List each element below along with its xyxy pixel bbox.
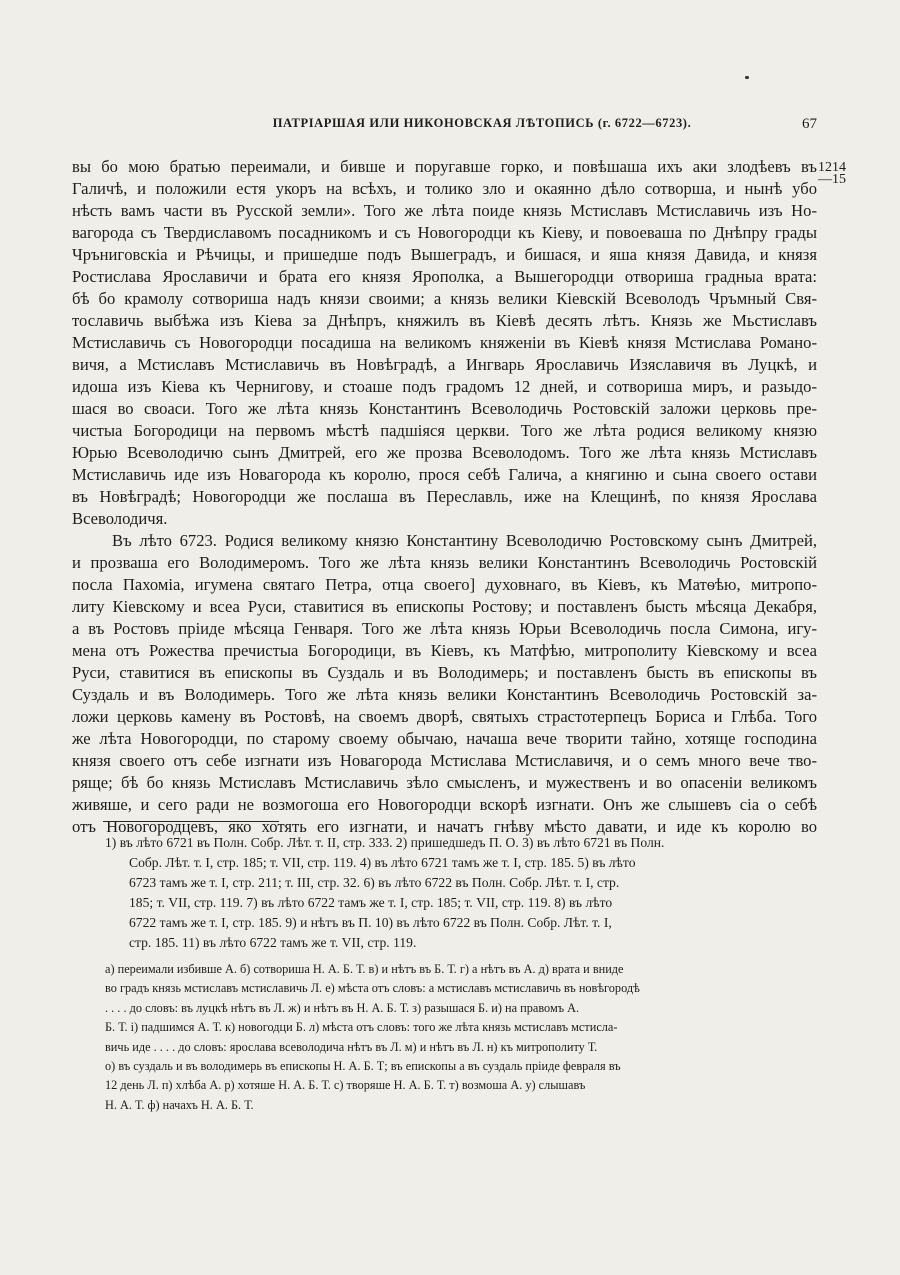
text-line: литу Кіевскому и всеа Руси, ставитися въ епископы Ростову; и поставленъ бысть мѣсяца Декабря, xyxy=(72,597,817,616)
footnote-line: Собр. Лѣт. т. I, стр. 185; т. VII, стр. 119. 4) въ лѣто 6721 тамъ же т. I, стр. 185. 5) въ лѣто xyxy=(129,855,636,870)
margin-year-1214: 1214 xyxy=(818,160,846,175)
text-line: Мстиславичь иде изъ Новагорода къ королю, прося себѣ Галича, а княгиню и сына своего остави xyxy=(72,465,817,484)
running-title: ПАТРІАРШАЯ ИЛИ НИКОНОВСКАЯ ЛѢТОПИСЬ (г. 6722—6723). xyxy=(272,116,692,130)
variant-line: во градъ князь мстиславъ мстиславичь Л. е) мѣста отъ словъ: а мстиславъ мстиславичь въ новѣгородѣ xyxy=(105,981,640,996)
footnote-line: 185; т. VII, стр. 119. 7) въ лѣто 6722 тамъ же т. I, стр. 185; т. VII, стр. 119. 8) въ лѣто xyxy=(129,895,613,910)
main-text xyxy=(72,156,817,838)
text-line: князя своего отъ себе изгнати изъ Новагорода Мстислава Мстиславичя, и о семъ много вече тво- xyxy=(72,751,817,770)
text-line: Ростислава Ярославичи и брата его князя Ярополка, а Вышегородци отвориша градныа врата: xyxy=(72,267,817,286)
text-line: Руси, ставитися въ епископы въ Суздаль и въ Володимерь; и поставленъ бысть въ епископы въ xyxy=(72,663,817,682)
text-line: идоша изъ Кіева къ Черниговy, и стоаше подъ градомъ 12 дней, и сотвориша миръ, и разыдо- xyxy=(72,377,817,396)
text-line: тославичь выбѣжа изъ Кіева за Днѣпръ, княжилъ въ Кіевѣ десять лѣтъ. Князь же Мьстиславъ xyxy=(72,311,817,330)
text-line: же лѣта Новогородци, по старому своему обычаю, начаша вече творити тайно, хотяще господина xyxy=(72,729,817,748)
text-line: мена отъ Рожества пречистыа Богородици, въ Кіевъ, къ Матфѣю, митрополиту Кіевскому и всеа xyxy=(72,641,817,660)
page-number: 67 xyxy=(802,116,817,132)
variant-line: вичь иде . . . . до словъ: ярослава всеволодича нѣтъ въ Л. м) и нѣтъ въ Л. н) къ митрополиту Т. xyxy=(105,1039,598,1054)
text-line: вы бо мою братью переимали, и бивше и поругавше горко, и повѣшаша ихъ аки злодѣевъ въ xyxy=(72,157,817,176)
text-line: Мстиславичь съ Новогородци посадиша на великомъ княженіи въ Кіевѣ князя Мстислава Романо- xyxy=(72,333,817,352)
footnote-line: стр. 185. 11) въ лѣто 6722 тамъ же т. VII, стр. 119. xyxy=(129,935,417,950)
variant-line: . . . . до словъ: въ луцкѣ нѣтъ въ Л. ж) и нѣтъ въ Н. А. Б. Т. з) разышася Б. и) на правомъ А. xyxy=(105,1000,580,1015)
text-line: вагорода съ Твердиславомъ посадникомъ и съ Новогородци къ Кіеву, и повоеваша по Днѣпру грады xyxy=(72,223,817,242)
variant-readings xyxy=(105,960,811,1115)
text-line: ложи церковь камену въ Ростовѣ, на своемъ дворѣ, святыхъ страстотерпецъ Бориса и Глѣба. Того xyxy=(72,707,817,726)
text-line: чистыа Богородици на первомъ мѣстѣ падшіяся церкви. Того же лѣта родися великому князю xyxy=(72,421,817,440)
text-line: Всеволодичя. xyxy=(72,509,168,528)
variant-line: 12 день Л. п) хлѣба А. р) хотяше Н. А. Б. Т. с) творяше Н. А. Б. Т. т) возмоша А. у) слышавъ xyxy=(105,1078,586,1093)
text-line: Суздаль и въ Володимерь. Того же лѣта князь велики Константинъ Всеволодичь Ростовскій за- xyxy=(72,685,817,704)
text-line: отъ Новогородцевъ, яко хотять его изгнати, и начатъ гнѣву мѣсто давати, и иде къ королю во xyxy=(72,817,817,836)
footnote-divider xyxy=(103,821,279,822)
footnotes xyxy=(105,833,811,953)
variant-line: а) переимали избивше А. б) сотвориша Н. А. Б. Т. в) и нѣтъ въ Б. Т. г) а нѣтъ въ А. д) врата и вниде xyxy=(105,962,624,976)
text-line: и прозваша его Володимеромъ. Того же лѣта князь велики Константинъ Всеволодичь Ростовскій xyxy=(72,553,817,572)
paragraph-start-line: Въ лѣто 6723. Родися великому князю Константину Всеволодичю Ростовскому сынъ Дмитрей, xyxy=(112,531,817,550)
text-line: живяше, и сего ради не возмогоша его Новогородци вскорѣ изгнати. Онъ же слышевъ сіа о себѣ xyxy=(72,795,817,814)
variant-line: Н. А. Т. ф) начахъ Н. А. Б. Т. xyxy=(105,1097,254,1112)
variant-line: о) въ суздаль и въ володимерь въ епископы Н. А. Б. Т; въ епископы а въ суздаль пріиде февраля въ xyxy=(105,1058,621,1073)
footnote-line: 1) въ лѣто 6721 въ Полн. Собр. Лѣт. т. II, стр. 333. 2) пришедшедъ П. О. 3) въ лѣто 6721 въ Полн. xyxy=(105,835,665,850)
text-line: шася во своаси. Того же лѣта князь Константинъ Всеволодичь Ростовскій заложи церковь пре- xyxy=(72,399,817,418)
margin-year-15: —15 xyxy=(818,172,846,187)
text-line: нѣсть вамъ части въ Русской земли». Того же лѣта поиде князь Мстиславъ Мстиславичь изъ Но- xyxy=(72,201,817,220)
footnote-line: 6723 тамъ же т. I, стр. 211; т. III, стр. 32. 6) въ лѣто 6722 въ Полн. Собр. Лѣт. т. I, стр. xyxy=(129,875,620,890)
text-line: Чрънигoвскіа и Рѣчицы, и пришедше подъ Вышеградъ, и бишася, и яша князя Давида, и князя xyxy=(72,245,817,264)
text-line: посла Пахоміа, игумена святаго Петра, отца своего] духовнаго, въ Кіевъ, къ Матѳѣю, митропо- xyxy=(72,575,817,594)
text-line: бѣ бо крамолу сотвориша надъ князи своими; а князь велики Кіевскій Всеволодъ Чръмный Свя- xyxy=(72,289,817,308)
text-line: а въ Ростовъ пріиде мѣсяца Генваря. Того же лѣта князь Юрьи Всеволодичь посла Симона, игу- xyxy=(72,619,817,638)
footnote-line: 6722 тамъ же т. I, стр. 185. 9) и нѣтъ въ П. 10) въ лѣто 6722 въ Полн. Собр. Лѣт. т. I, xyxy=(129,915,612,930)
text-line: вичя, а Мстиславъ Мстиславичь въ Новѣградѣ, а Ингварь Ярославичь Изяславичя въ Луцкѣ, и xyxy=(72,355,817,374)
variant-line: Б. Т. і) падшимся А. Т. к) новогодци Б. л) мѣста отъ словъ: того же лѣта князь мстиславъ мстисла- xyxy=(105,1020,618,1035)
text-line: въ Новѣградѣ; Новогородци же послаша въ Переславль, иже на Клещинѣ, по князя Ярослава xyxy=(72,487,817,506)
ink-speck xyxy=(745,76,749,79)
text-line: ряще; бѣ бо князь Мстиславъ Мстиславичь зѣло смысленъ, и мужественъ и во опасеніи великомъ xyxy=(72,773,817,792)
text-line: Юрью Всеволодичю сынъ Дмитрей, его же прозва Всеволодомъ. Того же лѣта князь Мстиславъ xyxy=(72,443,817,462)
text-line: Галичѣ, и положили естя укоръ на всѣхъ, и толико зло и окаянно дѣло сотворша, и нынѣ убо xyxy=(72,179,817,198)
